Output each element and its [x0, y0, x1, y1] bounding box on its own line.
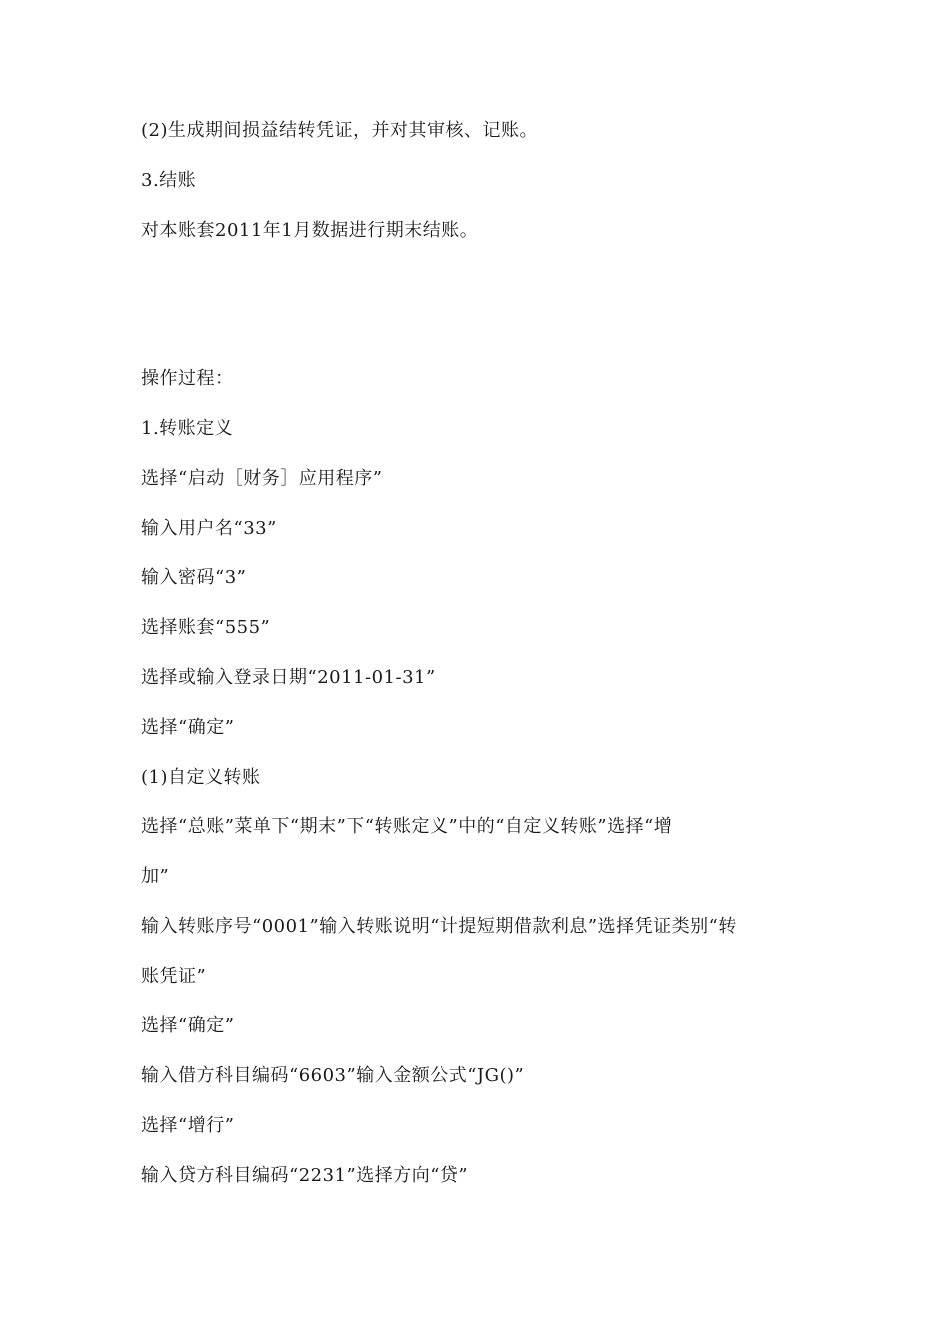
text-line-8: 输入密码“3” [141, 567, 247, 588]
text-line-18: 输入借方科目编码“6603”输入金额公式“JG()” [141, 1065, 525, 1086]
text-line-5: 1.转账定义 [141, 418, 234, 439]
text-line-3: 对本账套2011年1月数据进行期末结账。 [141, 220, 479, 241]
text-line-2: 3.结账 [141, 170, 197, 191]
text-line-9: 选择账套“555” [141, 617, 271, 638]
text-line-19: 选择“增行” [141, 1115, 235, 1136]
text-line-7: 输入用户名“33” [141, 518, 277, 539]
text-line-4: 操作过程： [141, 368, 234, 389]
text-line-15: 输入转账序号“0001”输入转账说明“计提短期借款利息”选择凭证类别“转 [141, 916, 737, 937]
text-line-14: 加” [141, 866, 170, 887]
text-line-13: 选择“总账”菜单下“期末”下“转账定义”中的“自定义转账”选择“增 [141, 816, 673, 837]
text-line-17: 选择“确定” [141, 1015, 235, 1036]
text-line-12: (1)自定义转账 [141, 767, 261, 788]
text-line-20: 输入贷方科目编码“2231”选择方向“贷” [141, 1165, 469, 1186]
text-line-11: 选择“确定” [141, 717, 235, 738]
text-line-16: 账凭证” [141, 966, 207, 987]
text-line-10: 选择或输入登录日期“2011-01-31” [141, 667, 436, 688]
text-line-6: 选择“启动［财务］应用程序” [141, 468, 383, 489]
text-line-1: (2)生成期间损益结转凭证，并对其审核、记账。 [141, 120, 538, 141]
